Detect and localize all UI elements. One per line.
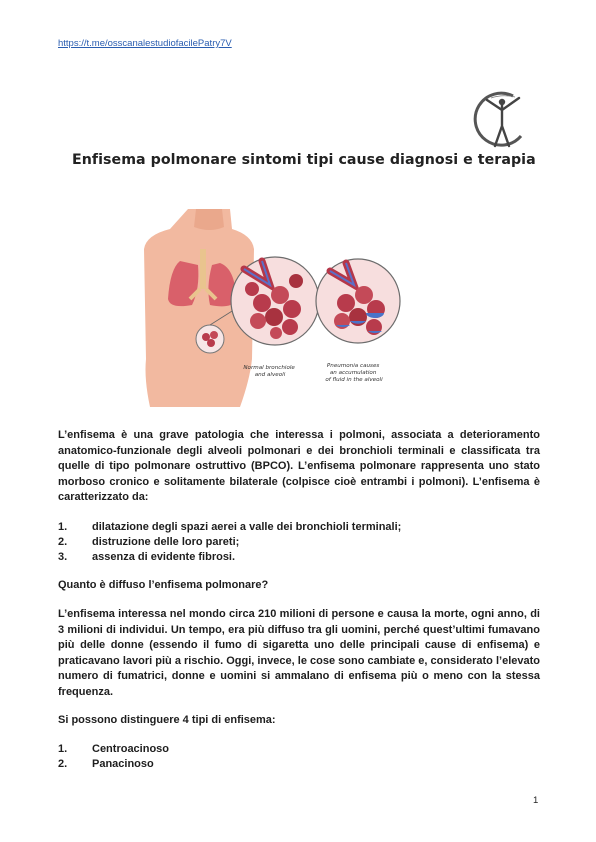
list-text: distruzione delle loro pareti; [92,536,240,548]
logo-icon [469,90,529,152]
caption-right-line2: an accumulation [329,370,377,376]
caption-left-line1: Normal bronchiole [243,365,295,371]
list-number: 2. [58,758,68,770]
list-text: Centroacinoso [92,743,170,755]
caption-right-line3: of fluid in the alveoli [325,377,383,383]
list-text: assenza di evidente fibrosi. [92,551,236,563]
telegram-link[interactable]: https://t.me/osscanalestudiofacilePatry7V [58,38,232,49]
page-title: Enfisema polmonare sintomi tipi cause diagnosi e terapia [72,152,536,168]
list-number: 1. [58,743,68,755]
diffusion-paragraph: L’enfisema interessa nel mondo circa 210 milioni di persone e causa la morte, ogni anno, di 3 milioni di individui. Un tempo, era più diffuso tra gli uomini, perché quest’ultimi fumavano più delle donne (essendo il fumo di sigaretta uno delle principali cause di enfisema) e praticavano lavori più a rischio. Oggi, invece, le cose sono cambiate e, considerato l’elevato numero di fumatrici, donne e uomini si ammalano di enfisema più o meno con la stessa frequenza. [58,608,540,698]
types-intro: Si possono distinguere 4 tipi di enfisema: [58,714,276,726]
page-number: 1 [533,795,539,806]
intro-paragraph: L’enfisema è una grave patologia che interessa i polmoni, associata a deterioramento anatomico-funzionale degli alveoli polmonari e dei bronchioli terminali e classificata tra quelle di tipo polmonare ostruttivo (BPCO). L’enfisema polmonare rappresenta uno stato morboso cronico e solitamente bilaterale (colpisce cioè entrambi i polmoni). L’enfisema è caratterizzato da: [58,429,540,504]
list-text: dilatazione degli spazi aerei a valle dei bronchioli terminali; [92,521,402,533]
list-number: 1. [58,521,68,533]
list-number: 3. [58,551,68,563]
list-number: 2. [58,536,68,548]
caption-left-line2: and alveoli [254,372,286,378]
list-text: Panacinoso [92,758,154,770]
section-question: Quanto è diffuso l’enfisema polmonare? [58,579,269,591]
lung-illustration [140,209,402,407]
svg-text:Pneumonia causes an accumu [325,363,383,383]
caption-right-line1: Pneumonia causes [326,363,380,369]
